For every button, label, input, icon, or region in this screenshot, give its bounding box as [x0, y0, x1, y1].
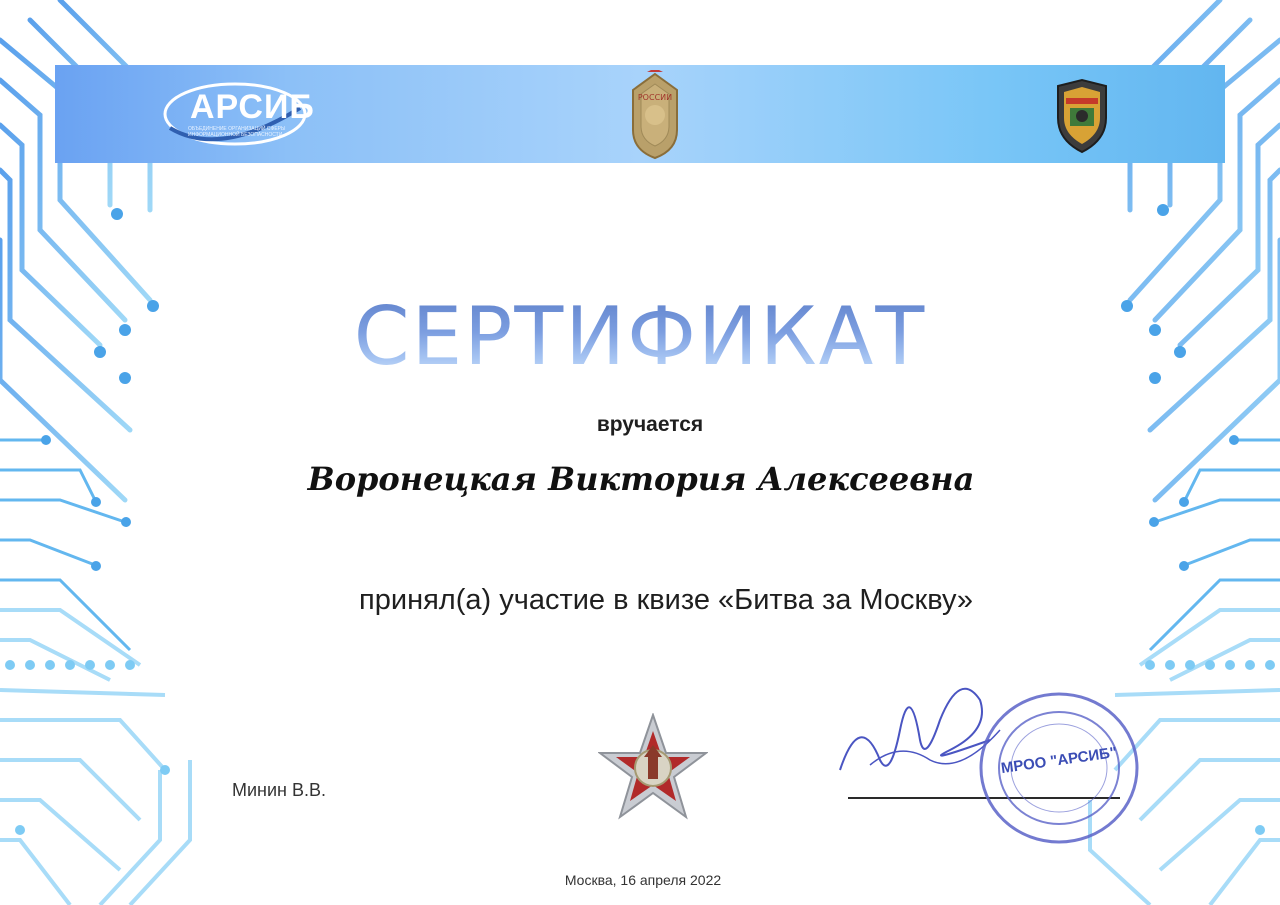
organization-stamp [976, 688, 1142, 848]
recipient-name: Воронецкая Виктория Алексеевна [307, 460, 975, 498]
awarded-label: вручается [596, 413, 704, 436]
participation-text: принял(а) участие в квизе «Битва за Москву» [359, 584, 973, 616]
logo-subtitle: ОБЪЕДИНЕНИЕ ОРГАНИЗАЦИЙ СФЕРЫ ИНФОРМАЦИОННОЙ БЕЗОПАСНОСТИ [188, 126, 286, 138]
stamp-text: МРОО "АРСИБ" [999, 743, 1119, 778]
emblem-text: РОССИИ [637, 93, 673, 102]
victory-order-icon [598, 713, 708, 823]
arsib-logo [160, 78, 320, 156]
russia-emblem-icon [625, 70, 685, 162]
certificate-title: СЕРТИФИКАТ [0, 290, 1280, 383]
logo-title: АРСИБ [190, 88, 315, 126]
signer-name: Минин В.В. [232, 780, 326, 800]
shield-badge-icon [1052, 78, 1112, 154]
city-date: Москва, 16 апреля 2022 [564, 872, 722, 888]
